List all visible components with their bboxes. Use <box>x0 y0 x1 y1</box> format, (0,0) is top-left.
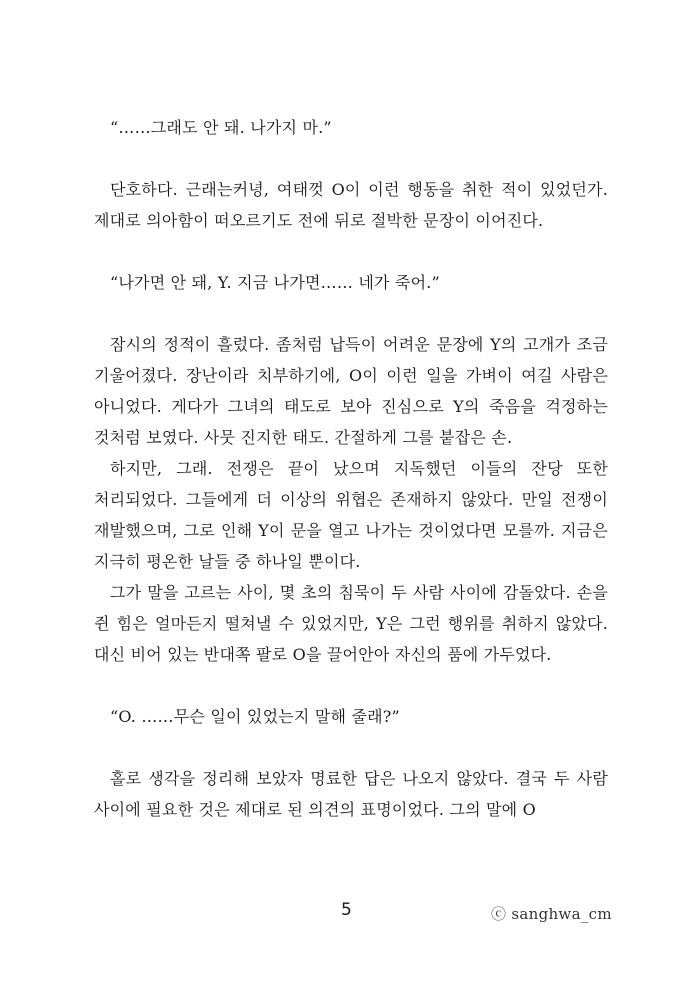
page-number: 5 <box>341 900 352 920</box>
paragraph: 잠시의 정적이 흘렀다. 좀처럼 납득이 어려운 문장에 Y의 고개가 조금 기울어졌다. 장난이라 치부하기에, O이 이런 일을 가벼이 여길 사람은 아니었다. 게다가 그녀의 태도로 보아 진심으로 Y의 죽음을 걱정하는 것처럼 보였다. 사뭇 진지한 태도. 간절하게 그를 붙잡은 손. <box>94 335 608 447</box>
paragraph: 하지만, 그래. 전쟁은 끝이 났으며 지독했던 이들의 잔당 또한 처리되었다. 그들에게 더 이상의 위협은 존재하지 않았다. 만일 전쟁이 재발했으며, 그로 인해 Y이 문을 열고 나가는 것이었다면 모를까. 지금은 지극히 평온한 날들 중 하나일 뿐이다. <box>94 459 608 571</box>
dialogue-line: “O. ……무슨 일이 있었는지 말해 줄래?” <box>110 707 400 726</box>
body-text <box>94 112 608 825</box>
paragraph: 홀로 생각을 정리해 보았자 명료한 답은 나오지 않았다. 결국 두 사람 사이에 필요한 것은 제대로 된 의견의 표명이었다. 그의 말에 O <box>94 769 608 819</box>
paragraph-gap <box>94 143 608 174</box>
paragraph-gap <box>94 732 608 763</box>
paragraph: 그가 말을 고르는 사이, 몇 초의 침묵이 두 사람 사이에 감돌았다. 손을 쥔 힘은 얼마든지 떨쳐낼 수 있었지만, Y은 그런 행위를 취하지 않았다. 대신 비어 있는 반대쪽 팔로 O을 끌어안아 자신의 품에 가두었다. <box>94 583 608 664</box>
paragraph-gap <box>94 236 608 267</box>
paragraph: 단호하다. 근래는커녕, 여태껏 O이 이런 행동을 취한 적이 있었던가. 제대로 의아함이 떠오르기도 전에 뒤로 절박한 문장이 이어진다. <box>94 180 608 230</box>
paragraph-gap <box>94 670 608 701</box>
dialogue-line: “나가면 안 돼, Y. 지금 나가면…… 네가 죽어.” <box>110 273 440 292</box>
dialogue-line: “……그래도 안 돼. 나가지 마.” <box>110 118 332 137</box>
paragraph-gap <box>94 298 608 329</box>
copyright-notice: ⓒ sanghwa_cm <box>491 905 612 923</box>
